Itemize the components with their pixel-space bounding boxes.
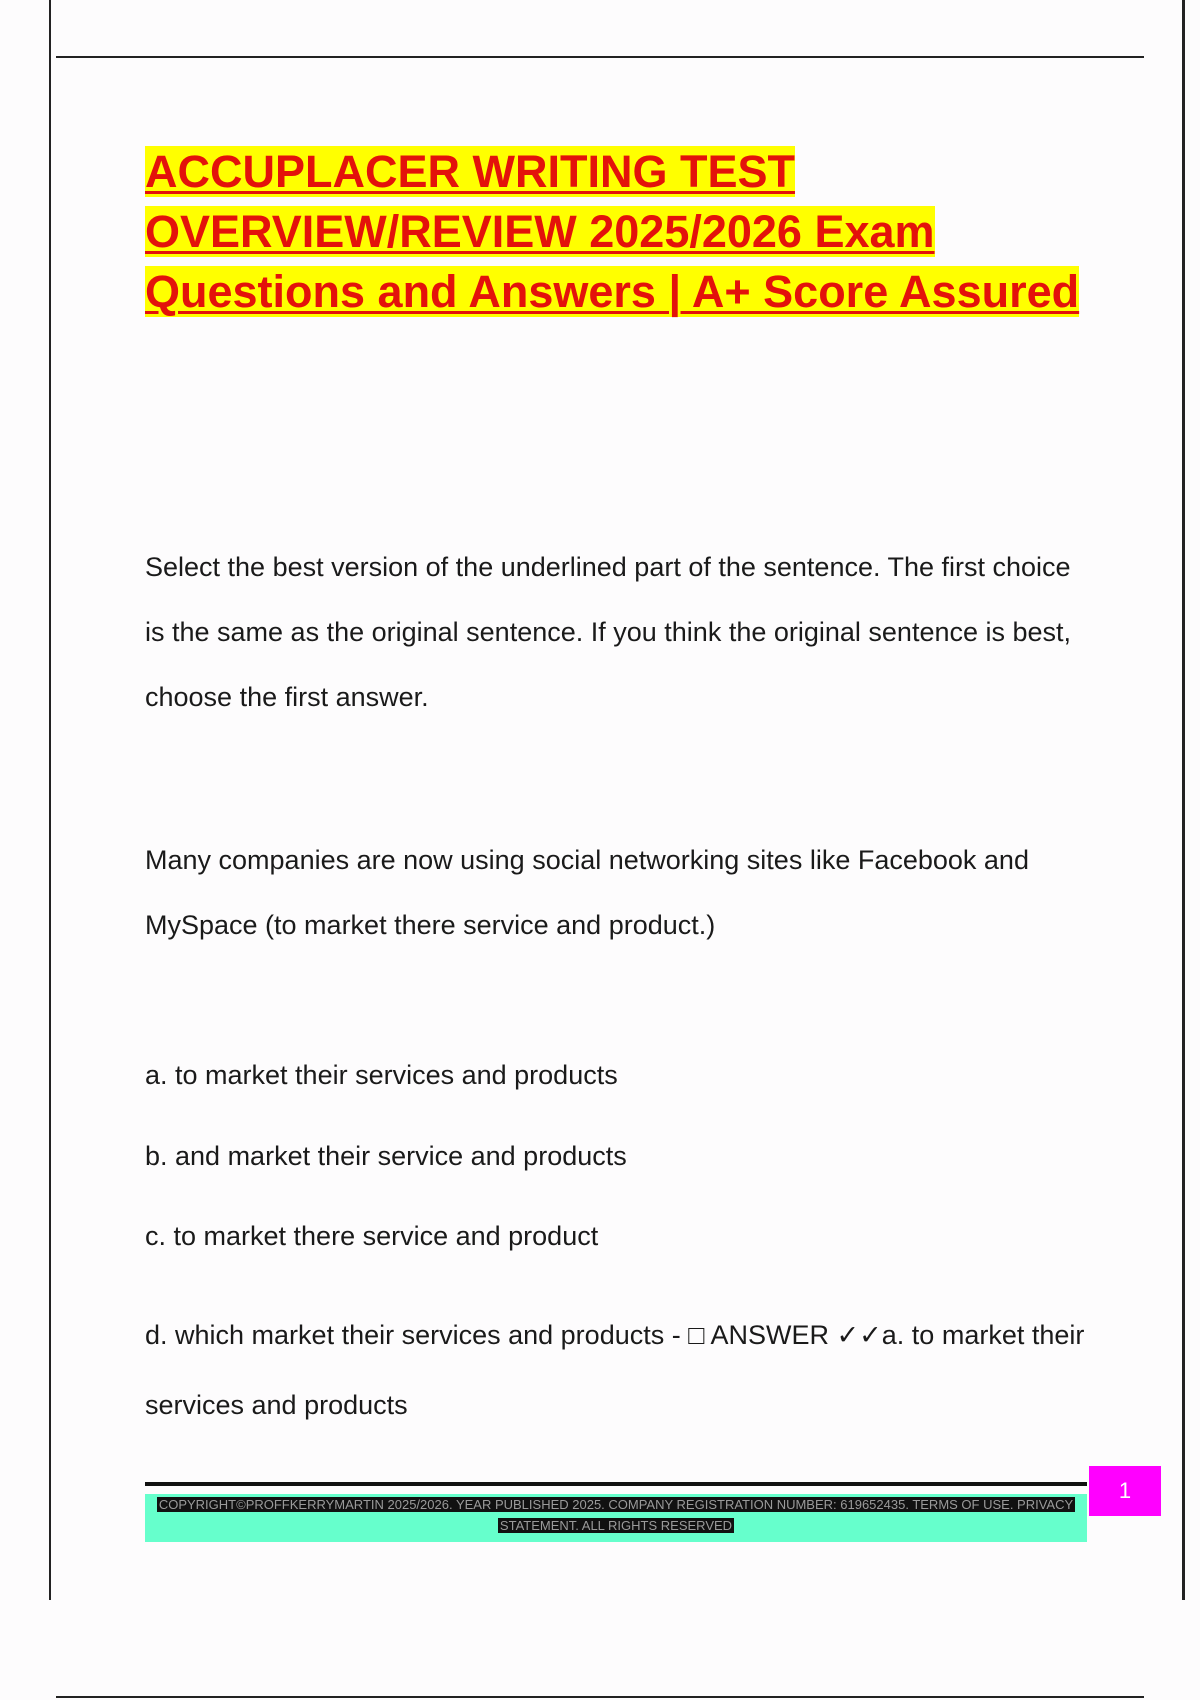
left-page-border: [49, 0, 51, 1600]
question-paragraph: Many companies are now using social networking sites like Facebook and MySpace (to market there service and product.): [145, 845, 1029, 940]
top-rule: [56, 56, 1144, 58]
option-d-with-answer: d. which market their services and products - □ ANSWER ✓✓a. to market their services and products: [145, 1320, 1085, 1420]
document-title: [145, 142, 1105, 322]
page-number-badge: 1: [1089, 1466, 1161, 1516]
footer-copyright-band: [145, 1494, 1087, 1542]
right-page-border: [1182, 0, 1185, 1600]
instructions-paragraph: Select the best version of the underlined part of the sentence. The first choice is the same as the original sentence. If you think the original sentence is best, choose the first answer.: [145, 552, 1072, 712]
option-c: c. to market there service and product: [145, 1221, 599, 1251]
footer-copyright-text: COPYRIGHT©PROFFKERRYMARTIN 2025/2026. YEAR PUBLISHED 2025. COMPANY REGISTRATION NUMBER: 619652435. TERMS OF USE. PRIVACY STATEMENT. ALL RIGHTS RESERVED: [158, 1497, 1074, 1533]
option-a: a. to market their services and products: [145, 1060, 618, 1090]
bottom-rule: [56, 1696, 1144, 1698]
footer-rule: [145, 1482, 1087, 1486]
document-title-text: ACCUPLACER WRITING TEST OVERVIEW/REVIEW 2025/2026 Exam Questions and Answers | A+ Score Assured: [145, 146, 1080, 317]
option-b: b. and market their service and products: [145, 1141, 627, 1171]
